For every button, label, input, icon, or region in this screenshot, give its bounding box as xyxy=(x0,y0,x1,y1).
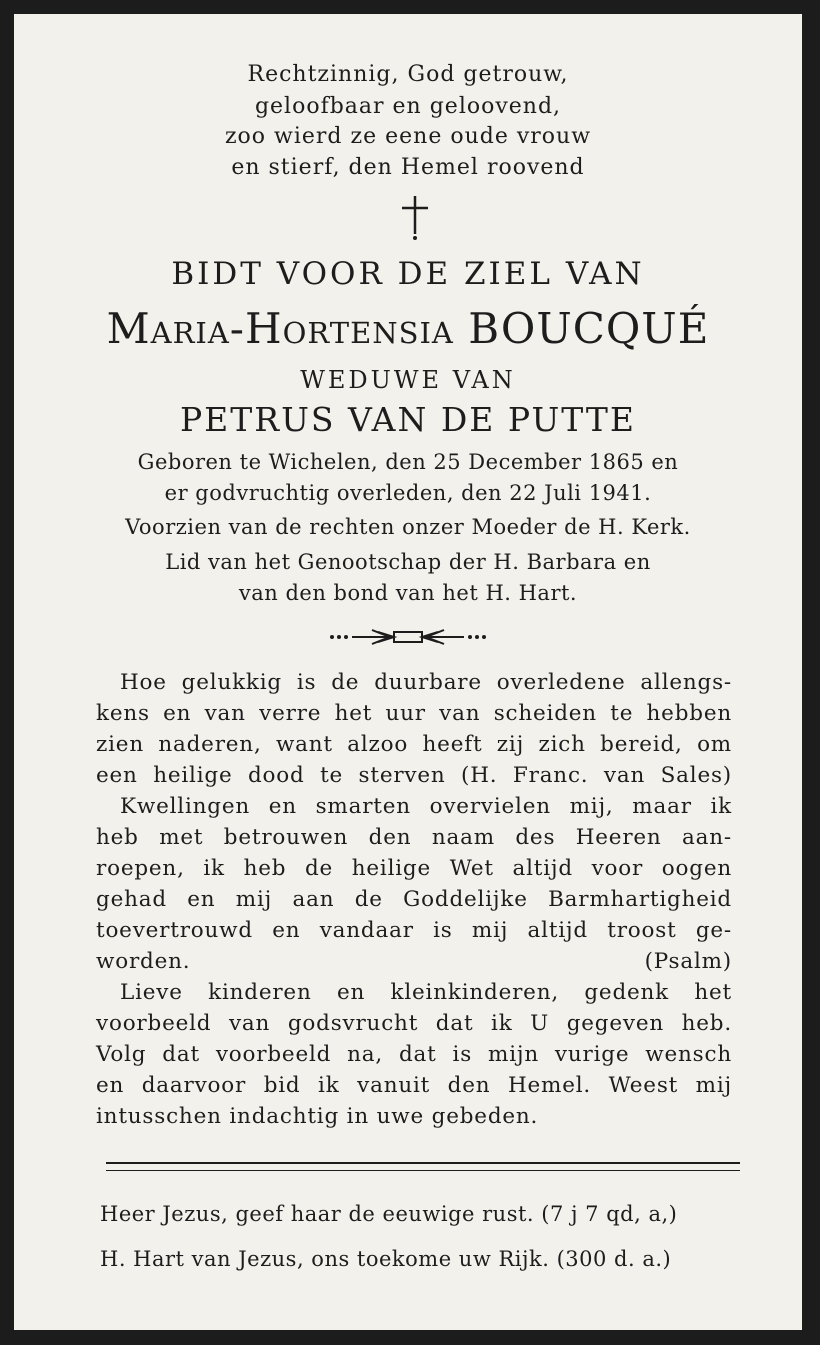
cross-icon xyxy=(398,194,432,242)
body-p3-line-3: Volg dat voorbeeld na, dat is mijn vurige wensch xyxy=(96,1042,732,1067)
ornament-flourish-icon xyxy=(328,626,488,648)
body-p2-line-4: gehad en mij aan de Goddelijke Barmhartigheid xyxy=(96,887,732,912)
body-p2-line-3: roepen, ik heb de heilige Wet altijd voor oogen xyxy=(96,856,732,881)
poem-line-1: Rechtzinnig, God getrouw, xyxy=(247,62,569,87)
poem-line-4: en stierf, den Hemel roovend xyxy=(231,155,585,180)
info-line-3: Voorzien van de rechten onzer Moeder de H. Kerk. xyxy=(125,515,691,539)
deceased-surname: BOUCQUÉ xyxy=(468,304,710,353)
husband-name: PETRUS VAN DE PUTTE xyxy=(179,400,637,439)
body-p2-line-5: toevertrouwd en vandaar is mij altijd troost ge- xyxy=(96,918,732,943)
info-line-4: Lid van het Genootschap der H. Barbara en xyxy=(165,550,651,574)
info-line-2: er godvruchtig overleden, den 22 Juli 1941. xyxy=(164,481,652,505)
body-p3-line-1: Lieve kinderen en kleinkinderen, gedenk het xyxy=(120,980,732,1005)
widow-of-label: WEDUWE VAN xyxy=(300,366,516,394)
body-p2-line-6: worden. xyxy=(96,949,191,974)
body-p3-line-4: en daarvoor bid ik vanuit den Hemel. Weest mij xyxy=(96,1073,732,1098)
body-p1-line-2: kens en van verre het uur van scheiden te hebben xyxy=(96,701,732,726)
body-p1-line-4: een heilige dood te sterven (H. Franc. van Sales) xyxy=(96,763,732,788)
prayer-heading: BIDT VOOR DE ZIEL VAN xyxy=(171,256,645,292)
memorial-card xyxy=(14,14,802,1330)
footer-prayer-2: H. Hart van Jezus, ons toekome uw Rijk. (300 d. a.) xyxy=(100,1247,672,1271)
body-p3-line-5: intusschen indachtig in uwe gebeden. xyxy=(96,1104,539,1129)
body-p2-line-2: heb met betrouwen den naam des Heeren aan- xyxy=(96,825,732,850)
body-p2-line-1: Kwellingen en smarten overvielen mij, maar ik xyxy=(120,794,732,819)
body-p3-line-2: voorbeeld van godsvrucht dat ik U gegeven heb. xyxy=(96,1011,732,1036)
divider-rule-thick xyxy=(106,1162,740,1164)
footer-prayer-1: Heer Jezus, geef haar de eeuwige rust. (7 j 7 qd, a,) xyxy=(100,1202,678,1226)
poem-line-3: zoo wierd ze eene oude vrouw xyxy=(224,124,592,149)
info-line-5: van den bond van het H. Hart. xyxy=(238,581,578,605)
deceased-name xyxy=(14,304,802,353)
poem-line-2: geloofbaar en geloovend, xyxy=(254,94,562,119)
divider-rule-thin xyxy=(106,1170,740,1171)
info-line-1: Geboren te Wichelen, den 25 December 1865 en xyxy=(137,450,679,474)
body-p1-line-3: zien naderen, want alzoo heeft zij zich bereid, om xyxy=(96,732,732,757)
body-p1-line-1: Hoe gelukkig is de duurbare overledene allengs- xyxy=(120,670,732,695)
body-p2-source: (Psalm) xyxy=(644,949,732,974)
deceased-given-name: Maria-Hortensia xyxy=(106,304,454,353)
